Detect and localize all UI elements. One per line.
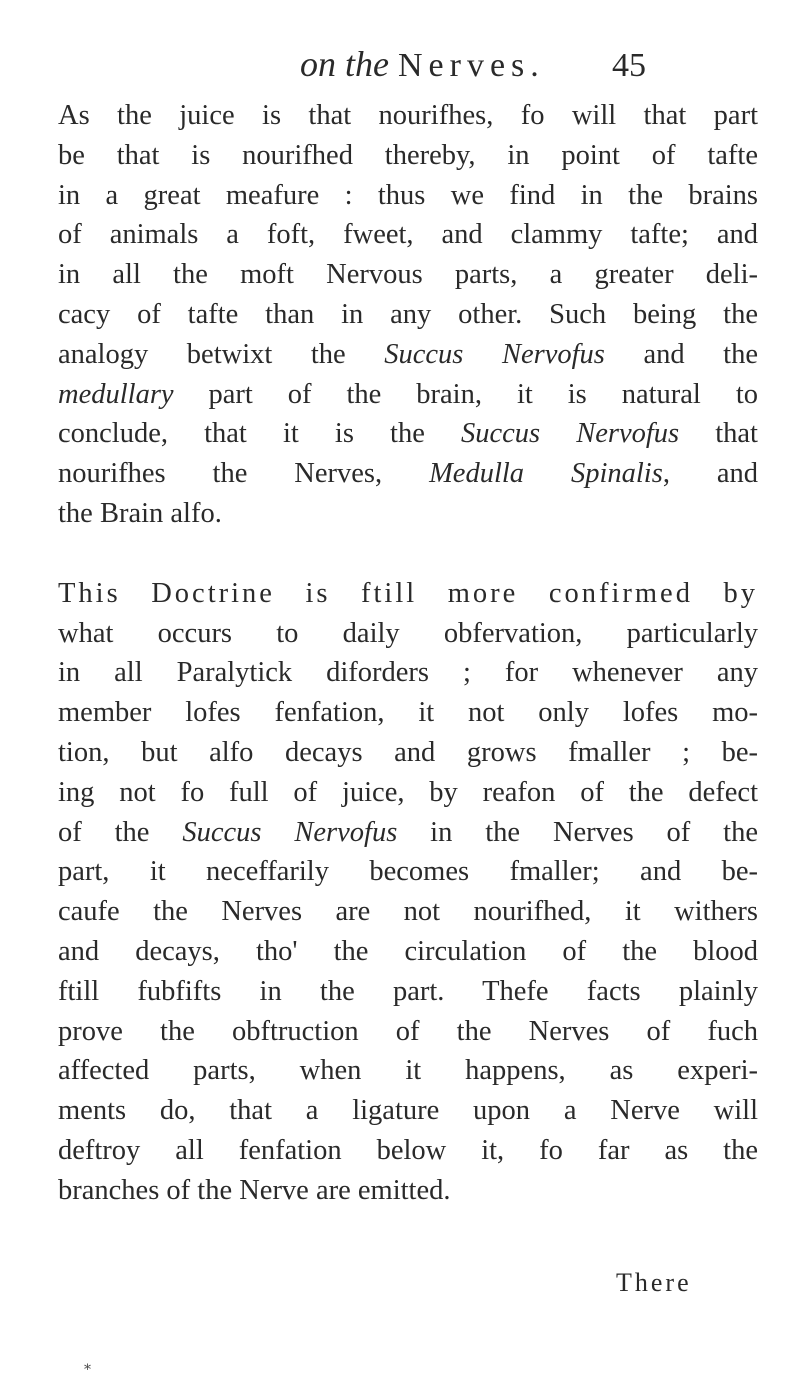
text-line: branches of the Nerve are emitted. (58, 1174, 451, 1206)
text-line: part, it neceffarily becomes fmaller; and be- (58, 856, 758, 888)
running-head (0, 36, 800, 96)
running-head-word: Nerves. (397, 47, 545, 84)
text-line: prove the obftruction of the Nerves of fuch (58, 1015, 758, 1047)
text-line: be that is nourifhed thereby, in point of tafte (58, 139, 758, 171)
text-line: tion, but alfo decays and grows fmaller ; be- (58, 736, 758, 768)
text-line: of animals a foft, fweet, and clammy tafte; and (58, 219, 758, 251)
text-line: ing not fo full of juice, by reafon of the defect (58, 776, 758, 808)
text-line: caufe the Nerves are not nourifhed, it withers (58, 896, 758, 928)
text-line: cacy of tafte than in any other. Such being the (58, 298, 758, 330)
paragraph-1 (58, 96, 758, 534)
text-line: medullary part of the brain, it is natural to (58, 378, 758, 410)
text-line: of the Succus Nervofus in the Nerves of the (58, 816, 758, 848)
running-head-prefix: on the (300, 44, 389, 84)
text-line: ftill fubfifts in the part. Thefe facts plainly (58, 975, 758, 1007)
text-line: nourifhes the Nerves, Medulla Spinalis, and (58, 458, 759, 490)
ink-speck: * (84, 1362, 91, 1378)
text-line: As the juice is that nourifhes, fo will that part (58, 100, 758, 131)
text-line: deftroy all fenfation below it, fo far as the (58, 1134, 758, 1166)
text-line: member lofes fenfation, it not only lofes mo- (58, 697, 758, 729)
text-line: in a great meafure : thus we find in the brains (58, 179, 758, 211)
running-head-title (300, 42, 545, 88)
text-line: analogy betwixt the Succus Nervofus and the (58, 338, 758, 370)
page-number: 45 (612, 47, 646, 84)
body-text (58, 96, 758, 1211)
text-line: the Brain alfo. (58, 497, 222, 529)
text-line: affected parts, when it happens, as experi- (58, 1055, 758, 1087)
catchword: There (616, 1268, 692, 1297)
text-line: and decays, tho' the circulation of the blood (58, 935, 758, 967)
paragraph-gap (58, 534, 758, 574)
text-line: conclude, that it is the Succus Nervofus that (58, 418, 758, 450)
text-line: ments do, that a ligature upon a Nerve will (58, 1095, 758, 1127)
paragraph-2 (58, 574, 758, 1211)
text-line: what occurs to daily obfervation, particularly (58, 617, 758, 649)
text-line: in all Paralytick diforders ; for whenever any (58, 657, 758, 689)
text-line: in all the moft Nervous parts, a greater deli- (58, 259, 758, 291)
text-line: This Doctrine is ftill more confirmed by (58, 577, 758, 609)
